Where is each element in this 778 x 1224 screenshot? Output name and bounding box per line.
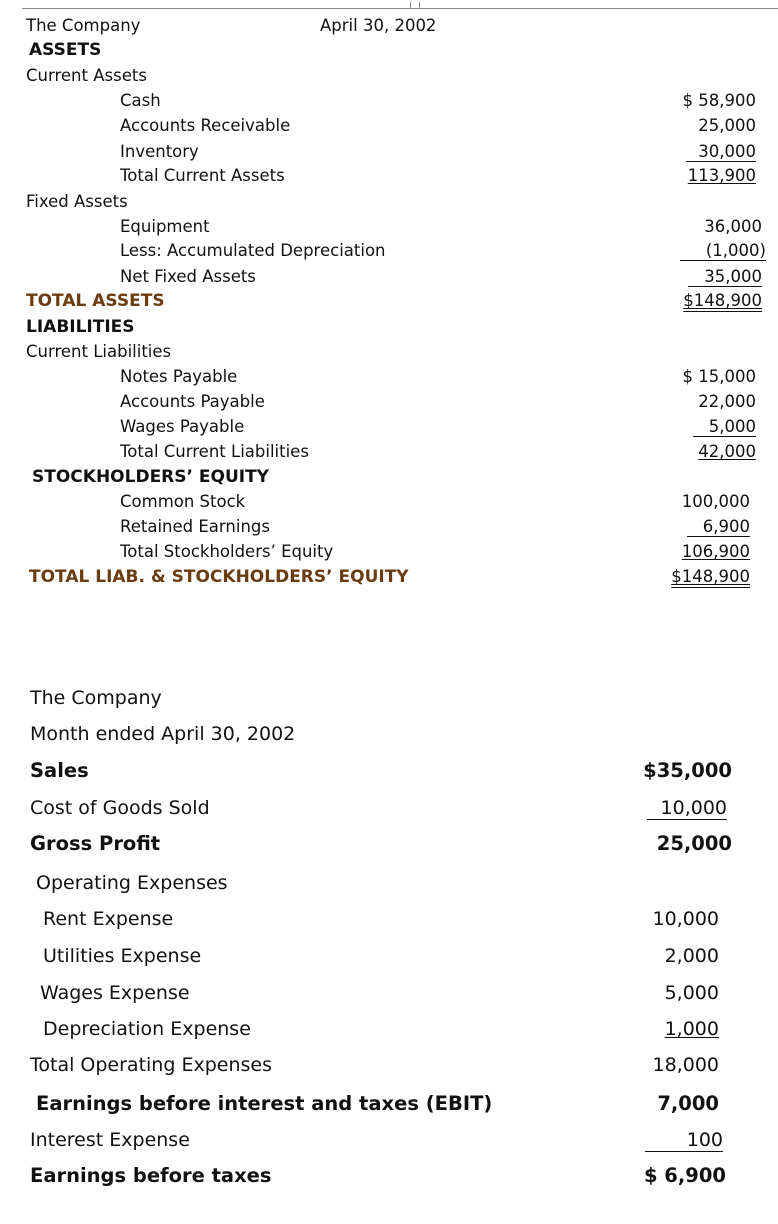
total-current-assets-label: Total Current Assets (120, 166, 285, 185)
bs-company: The Company (26, 16, 141, 35)
top-rule (22, 8, 778, 9)
total-current-liabilities-value: 42,000 (698, 442, 756, 461)
total-assets-label: TOTAL ASSETS (26, 291, 165, 311)
cash-label: Cash (120, 91, 161, 110)
accounts-payable-label: Accounts Payable (120, 392, 265, 411)
total-liab-equity-value: $148,900 (671, 567, 750, 586)
total-equity-label: Total Stockholders’ Equity (120, 542, 334, 561)
utilities-expense-value: 2,000 (664, 945, 719, 967)
cogs-label: Cost of Goods Sold (30, 797, 210, 819)
total-current-liabilities-label: Total Current Liabilities (120, 442, 309, 461)
current-assets-label: Current Assets (26, 66, 147, 85)
retained-earnings-label: Retained Earnings (120, 517, 270, 536)
total-assets-value: $148,900 (683, 291, 762, 310)
wages-expense-label: Wages Expense (40, 982, 190, 1004)
retained-earnings-value: 6,900 (687, 517, 750, 537)
accum-dep-value: (1,000) (680, 241, 766, 261)
is-period: Month ended April 30, 2002 (30, 723, 296, 745)
wages-expense-value: 5,000 (664, 982, 719, 1004)
top-rule-tick (410, 2, 420, 9)
assets-heading: ASSETS (29, 40, 102, 60)
bs-date: April 30, 2002 (320, 16, 437, 35)
rent-expense-value: 10,000 (652, 908, 719, 930)
equipment-value: 36,000 (704, 217, 762, 236)
depreciation-expense-label: Depreciation Expense (43, 1018, 251, 1040)
utilities-expense-label: Utilities Expense (43, 945, 202, 967)
cash-value: $ 58,900 (682, 91, 756, 110)
net-fixed-assets-value: 35,000 (688, 267, 762, 287)
accum-dep-label: Less: Accumulated Depreciation (120, 241, 386, 260)
depreciation-expense-value: 1,000 (664, 1018, 719, 1040)
ebit-label: Earnings before interest and taxes (EBIT) (36, 1092, 493, 1115)
ebt-label: Earnings before taxes (30, 1164, 272, 1187)
total-operating-expenses-value: 18,000 (652, 1054, 719, 1076)
net-fixed-assets-label: Net Fixed Assets (120, 267, 256, 286)
accounts-payable-value: 22,000 (698, 392, 756, 411)
wages-payable-value: 5,000 (693, 417, 756, 437)
gross-profit-value: 25,000 (656, 832, 732, 855)
inventory-value: 30,000 (686, 142, 756, 162)
fixed-assets-label: Fixed Assets (26, 192, 128, 211)
common-stock-label: Common Stock (120, 492, 246, 511)
gross-profit-label: Gross Profit (30, 832, 161, 855)
total-current-assets-value: 113,900 (687, 166, 756, 185)
operating-expenses-label: Operating Expenses (36, 872, 228, 894)
sales-label: Sales (30, 759, 89, 782)
interest-expense-value: 100 (645, 1129, 723, 1152)
wages-payable-label: Wages Payable (120, 417, 245, 436)
ebit-value: 7,000 (657, 1092, 719, 1115)
common-stock-value: 100,000 (681, 492, 750, 511)
current-liabilities-label: Current Liabilities (26, 342, 172, 361)
rent-expense-label: Rent Expense (43, 908, 174, 930)
total-operating-expenses-label: Total Operating Expenses (30, 1054, 272, 1076)
ar-value: 25,000 (698, 116, 756, 135)
notes-payable-value: $ 15,000 (682, 367, 756, 386)
equity-heading: STOCKHOLDERS’ EQUITY (32, 467, 269, 487)
ar-label: Accounts Receivable (120, 116, 291, 135)
ebt-value: $ 6,900 (643, 1164, 726, 1187)
inventory-label: Inventory (120, 142, 199, 161)
sales-value: $35,000 (643, 759, 732, 782)
total-liab-equity-label: TOTAL LIAB. & STOCKHOLDERS’ EQUITY (29, 567, 409, 587)
equipment-label: Equipment (120, 217, 210, 236)
total-equity-value: 106,900 (681, 542, 750, 561)
liabilities-heading: LIABILITIES (26, 317, 135, 337)
cogs-value: 10,000 (647, 797, 727, 820)
is-company: The Company (30, 687, 162, 709)
interest-expense-label: Interest Expense (30, 1129, 190, 1151)
notes-payable-label: Notes Payable (120, 367, 238, 386)
